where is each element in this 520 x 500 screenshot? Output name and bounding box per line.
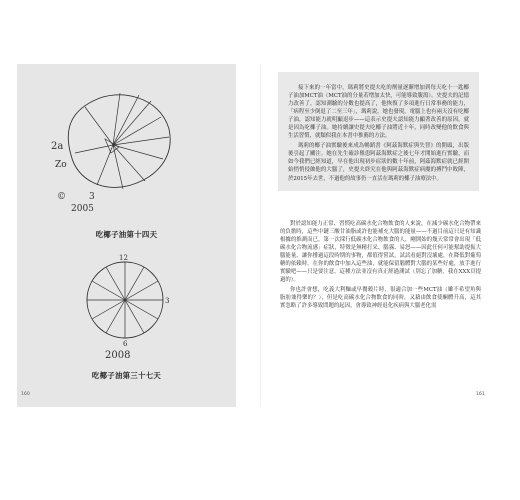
page-number: 161	[476, 392, 485, 397]
box-paragraph: 接下來的一年當中，瑪莉將史提夫吃的劑量逐漸增加到每天吃十一匙椰子油加MCT油（MCT油的分量若增加太快，可能導致腹瀉）。史提夫的記憶力改善了，認知測驗的分數也提高了，他恢復了多項進行日常事務的能力，「病程至少倒退了二至三年」，瑪莉說，她也發現，電腦上也有兩天沒有吃椰子油，認知能力就明顯退步——這表示史提夫認知能力顯著改善的原因，就是因為吃椰子油。她持續讓史提夫吃椰子油將近十年，同時改變他的飲食與生活習慣，就類似我在本書中推薦的方法。	[288, 85, 469, 140]
handwritten-note: 2005	[71, 204, 94, 214]
body-text	[280, 220, 481, 311]
box-paragraph: 瑪莉的椰子油實驗後來成為暢銷書《阿茲海默症與失智》的開頭，出版後引起了關注。她在先生確診罹患阿茲海默症之後七年才開始進行實驗，而如今我們已經知道，早在他出現初步症狀的數十年前，阿茲海默症就已經開始悄悄侵蝕他的大腦了，史提夫終究在他與阿茲海默症病魔的搏鬥中敗陣，於2015年去世，不過他的故事仍一直活在瑪莉的椰子油療法中。	[288, 143, 469, 182]
handwritten-note: 12	[119, 254, 128, 262]
body-paragraph: 你也許會想，吃義大利麵或早餐穀片時，很適合加一些MCT油（雖不希望角與脂肪兼得樂的？），但是吃高碳水化合物飲食的同時，又藉由飲食使酮體升高，這其實忽略了許多導致問題的起因，會導致神經退化疾病與大腦老化需	[280, 287, 481, 310]
left-page	[17, 64, 236, 407]
body-paragraph: 對於認知能力正常、習慣吃高碳水化合物飲食的人來說，在減少碳水化合物帶來的負擔時，這些中鏈三酸甘油脂或許也能補充大腦的能量——不過目前這只是有知識根據的推測而已。第一次採行低碳水化合物飲食的人，剛開始的幾天常常會出現「低碳水化合物流感」症狀，特徵是無精打采、腦霧、易怒——因此任何可能幫助提振大腦能量、讓你撐過這段時期的事物，都值得嘗試。試試看絕對沒壞處，在降低對葡萄糖的依賴時，在你的飲食中加入這些油，就能保留腦體對大腦的某些好處，放手進行實驗吧——只是要注意，這種方法並沒有真正經過測試（別忘了加糖，我在XXX頁提過的）。	[280, 221, 481, 284]
figure-caption-day-14: 吃椰子油第十四天	[95, 230, 158, 239]
case-study-box	[278, 72, 479, 191]
right-page	[270, 64, 489, 407]
clock-drawing-day-37	[75, 254, 175, 364]
clock-drawing-day-14	[51, 89, 175, 214]
handwritten-note: 3	[165, 297, 170, 305]
handwritten-note: 2008	[105, 350, 131, 361]
handwritten-note: ©	[57, 192, 66, 202]
handwritten-note: 2a	[51, 141, 64, 152]
handwritten-note: Zo	[55, 160, 67, 170]
figure-caption-day-37: 吃椰子油第三十七天	[91, 371, 162, 380]
handwritten-note: 3	[89, 192, 95, 202]
book-gutter	[260, 64, 261, 407]
handwritten-note: 6	[123, 340, 128, 348]
page-number: 160	[21, 392, 30, 397]
